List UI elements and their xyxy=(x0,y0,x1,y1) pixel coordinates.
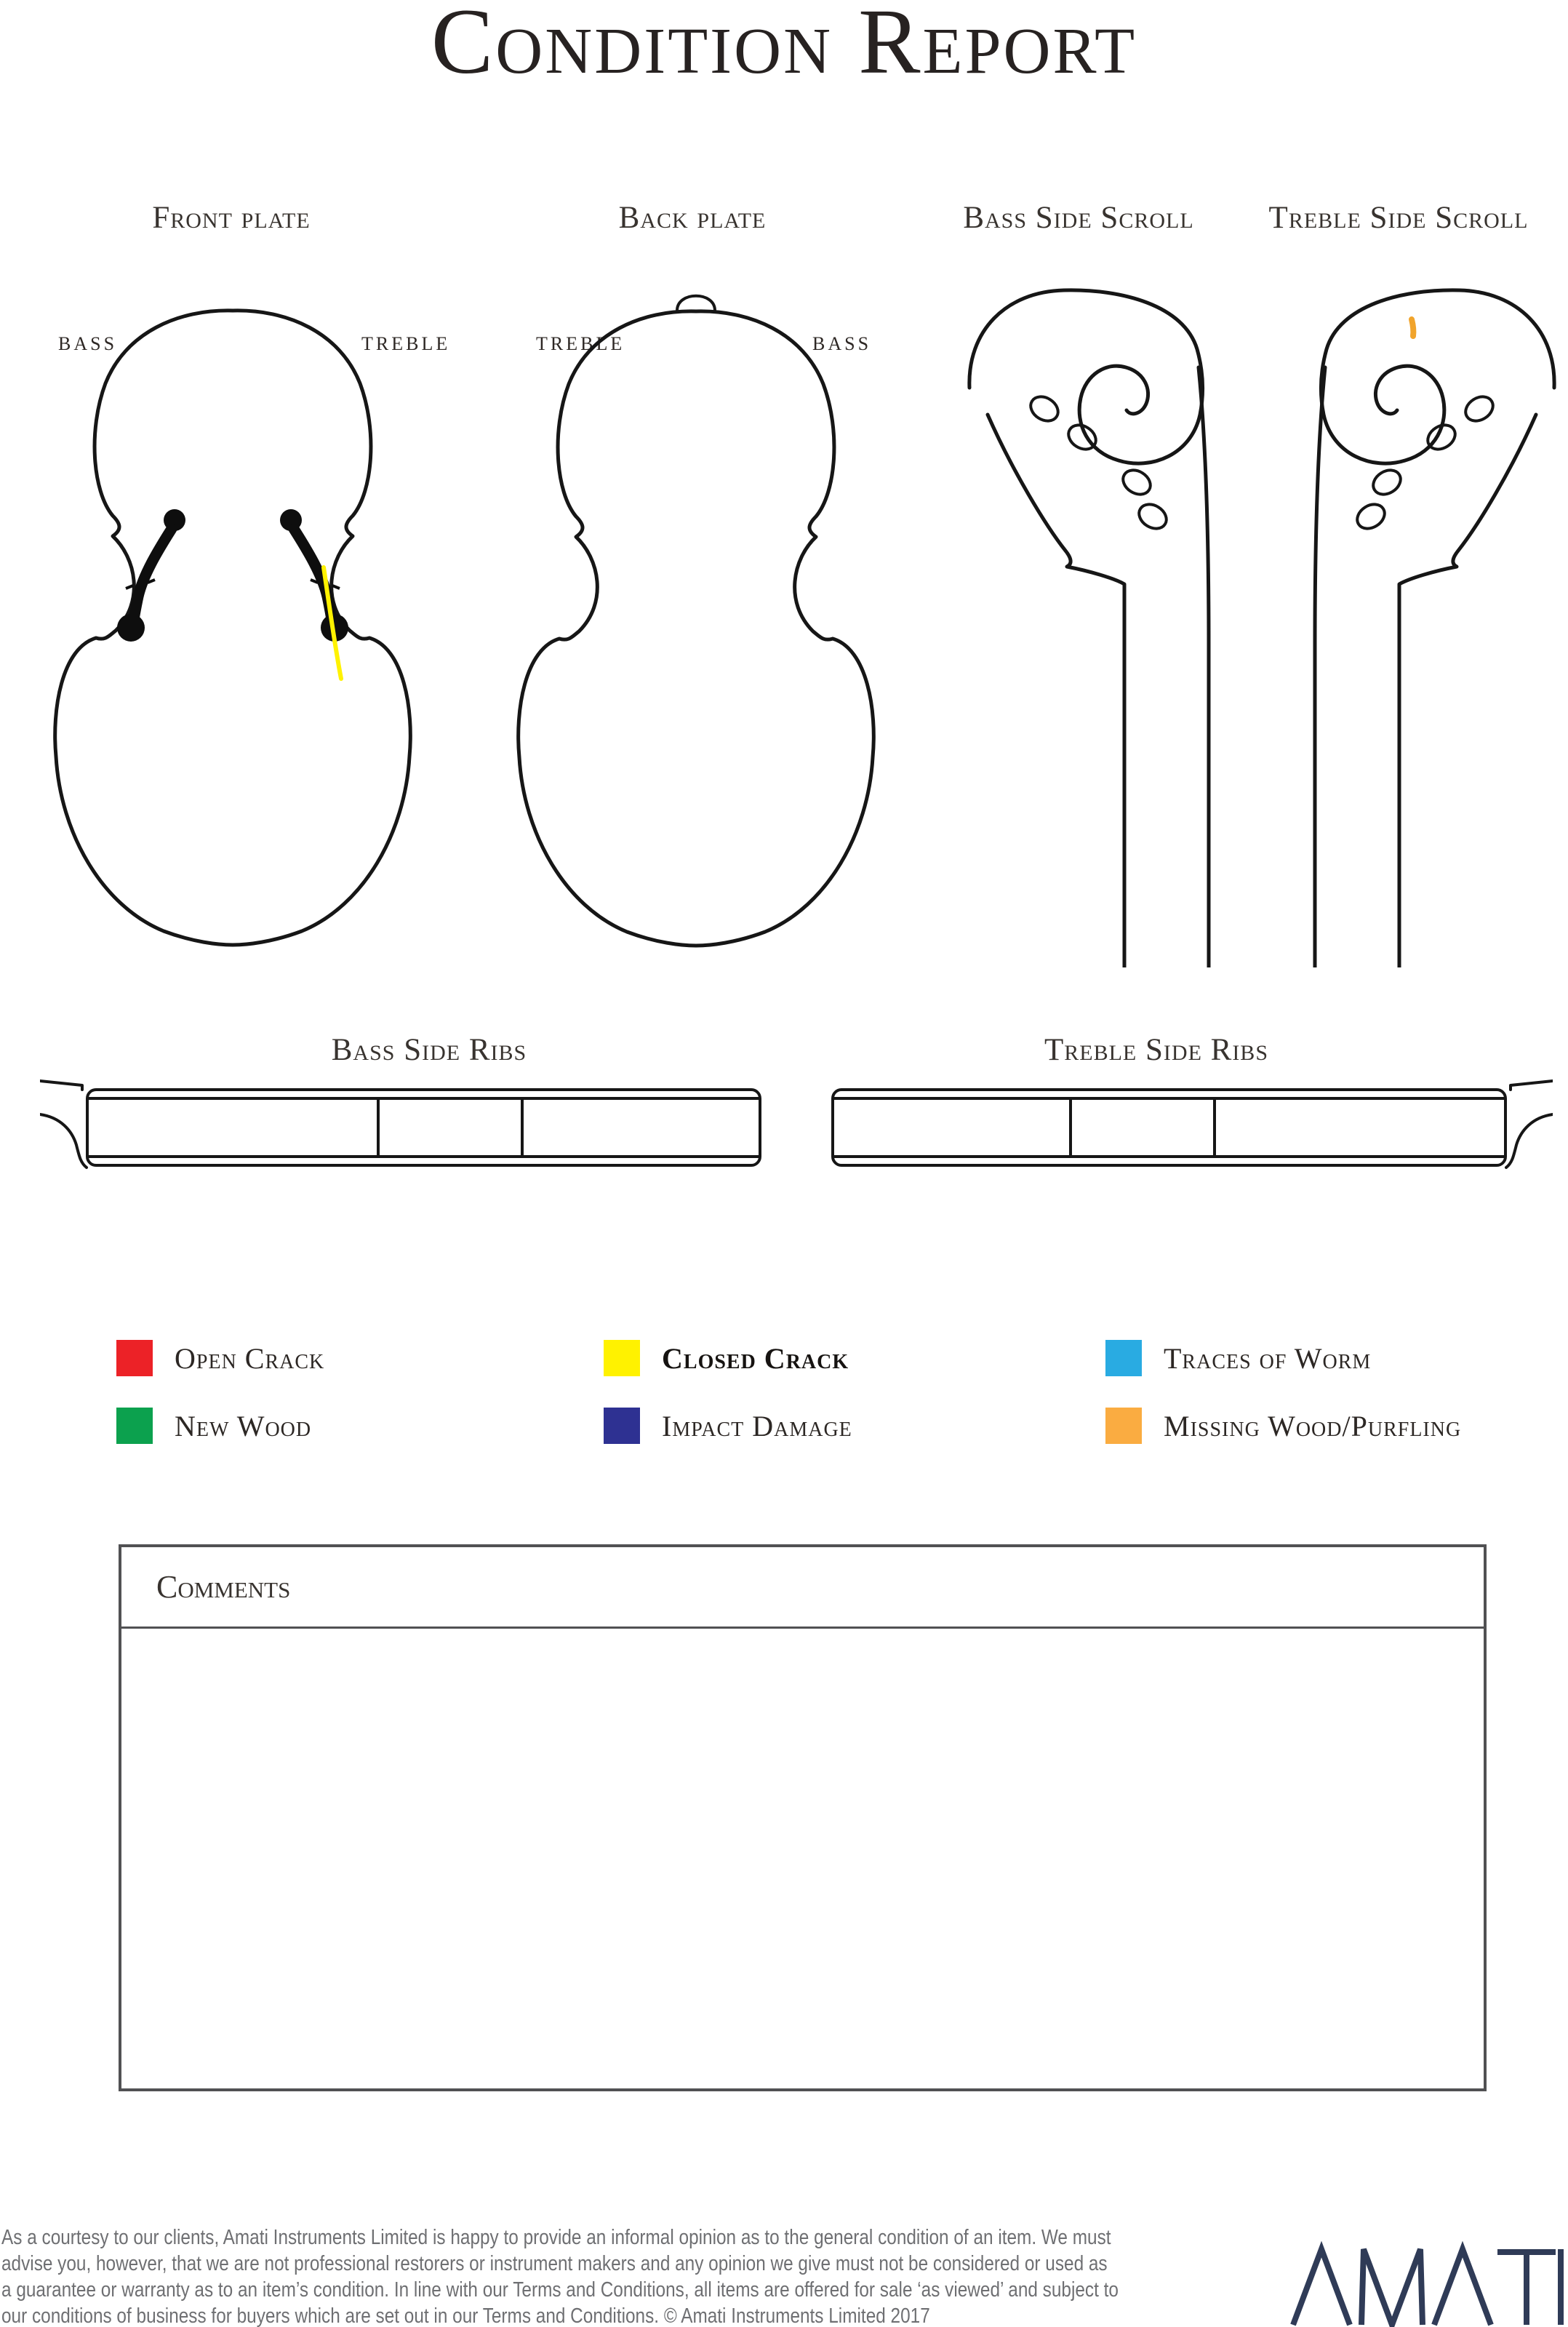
back-plate-treble-label: TREBLE xyxy=(536,333,625,354)
back-plate-heading: Back plate xyxy=(618,201,767,235)
treble-scroll-outline xyxy=(1315,290,1554,967)
impact-damage-swatch xyxy=(604,1408,640,1444)
open-crack-swatch xyxy=(116,1340,153,1376)
traces-of-worm-label: Traces of Worm xyxy=(1164,1341,1372,1375)
traces-of-worm-swatch xyxy=(1105,1340,1142,1376)
back-plate-button xyxy=(677,296,715,311)
bass-scroll-outline xyxy=(969,290,1209,967)
comments-heading: Comments xyxy=(121,1547,1484,1629)
amati-logo xyxy=(1289,2245,1568,2327)
legend-item-new-wood xyxy=(116,1407,311,1445)
new-wood-swatch xyxy=(116,1408,153,1444)
legend-item-open-crack xyxy=(116,1339,324,1377)
front-plate-heading: Front plate xyxy=(152,201,311,235)
bass-side-scroll-heading: Bass Side Scroll xyxy=(963,201,1194,235)
front-plate-treble-label: TREBLE xyxy=(361,333,451,354)
treble-side-ribs-diagram xyxy=(825,1075,1553,1177)
disclaimer-line: advise you, however, that we are not professional restorers or instrument makers and any opinion we give must not be considered or used as xyxy=(1,2252,1108,2275)
treble-ribs-outline xyxy=(833,1081,1553,1168)
legend-item-missing-wood-purfling xyxy=(1105,1407,1461,1445)
front-plate-outline xyxy=(55,311,411,945)
bass-side-ribs-heading: Bass Side Ribs xyxy=(331,1033,527,1067)
open-crack-label: Open Crack xyxy=(175,1341,325,1375)
disclaimer-text xyxy=(1,2224,1119,2327)
treble-f-hole xyxy=(280,509,348,642)
page-title: Condition Report xyxy=(431,0,1137,93)
comments-box xyxy=(119,1544,1487,2091)
impact-damage-label: Impact Damage xyxy=(662,1409,852,1442)
back-plate-bass-label: BASS xyxy=(812,333,872,354)
bass-side-ribs-diagram xyxy=(40,1075,767,1177)
bass-ribs-outline xyxy=(40,1081,760,1168)
bass-f-hole xyxy=(117,509,185,642)
treble-side-scroll-heading: Treble Side Scroll xyxy=(1268,201,1529,235)
new-wood-label: New Wood xyxy=(175,1409,312,1442)
treble-side-ribs-heading: Treble Side Ribs xyxy=(1044,1033,1269,1067)
disclaimer-line: a guarantee or warranty as to an item’s condition. In line with our Terms and Conditions, all items are offered for sale ‘as viewed’ and subject to xyxy=(1,2278,1119,2302)
bass-side-scroll-diagram xyxy=(966,280,1271,967)
front-plate-diagram xyxy=(40,302,425,967)
treble-scroll-mark xyxy=(1412,319,1413,336)
disclaimer-line: our conditions of business for buyers which are set out in our Terms and Conditions. © Amati Instruments Limited 2017 xyxy=(1,2304,930,2327)
treble-side-scroll-diagram xyxy=(1252,280,1558,967)
back-plate-diagram xyxy=(503,282,889,970)
comments-area[interactable] xyxy=(121,1629,1484,2091)
front-plate-bass-label: BASS xyxy=(58,333,118,354)
back-plate-outline xyxy=(519,311,874,946)
missing-wood-purfling-swatch xyxy=(1105,1408,1142,1444)
closed-crack-swatch xyxy=(604,1340,640,1376)
closed-crack-label: Closed Crack xyxy=(662,1341,849,1375)
missing-wood-purfling-label: Missing Wood/Purfling xyxy=(1164,1409,1462,1442)
legend-item-closed-crack xyxy=(604,1339,849,1377)
legend-item-impact-damage xyxy=(604,1407,852,1445)
amati-logo-letters xyxy=(1293,2249,1561,2325)
legend-item-traces-of-worm xyxy=(1105,1339,1371,1377)
disclaimer-line: As a courtesy to our clients, Amati Instruments Limited is happy to provide an informal opinion as to the general condition of an item. We must xyxy=(1,2226,1111,2249)
